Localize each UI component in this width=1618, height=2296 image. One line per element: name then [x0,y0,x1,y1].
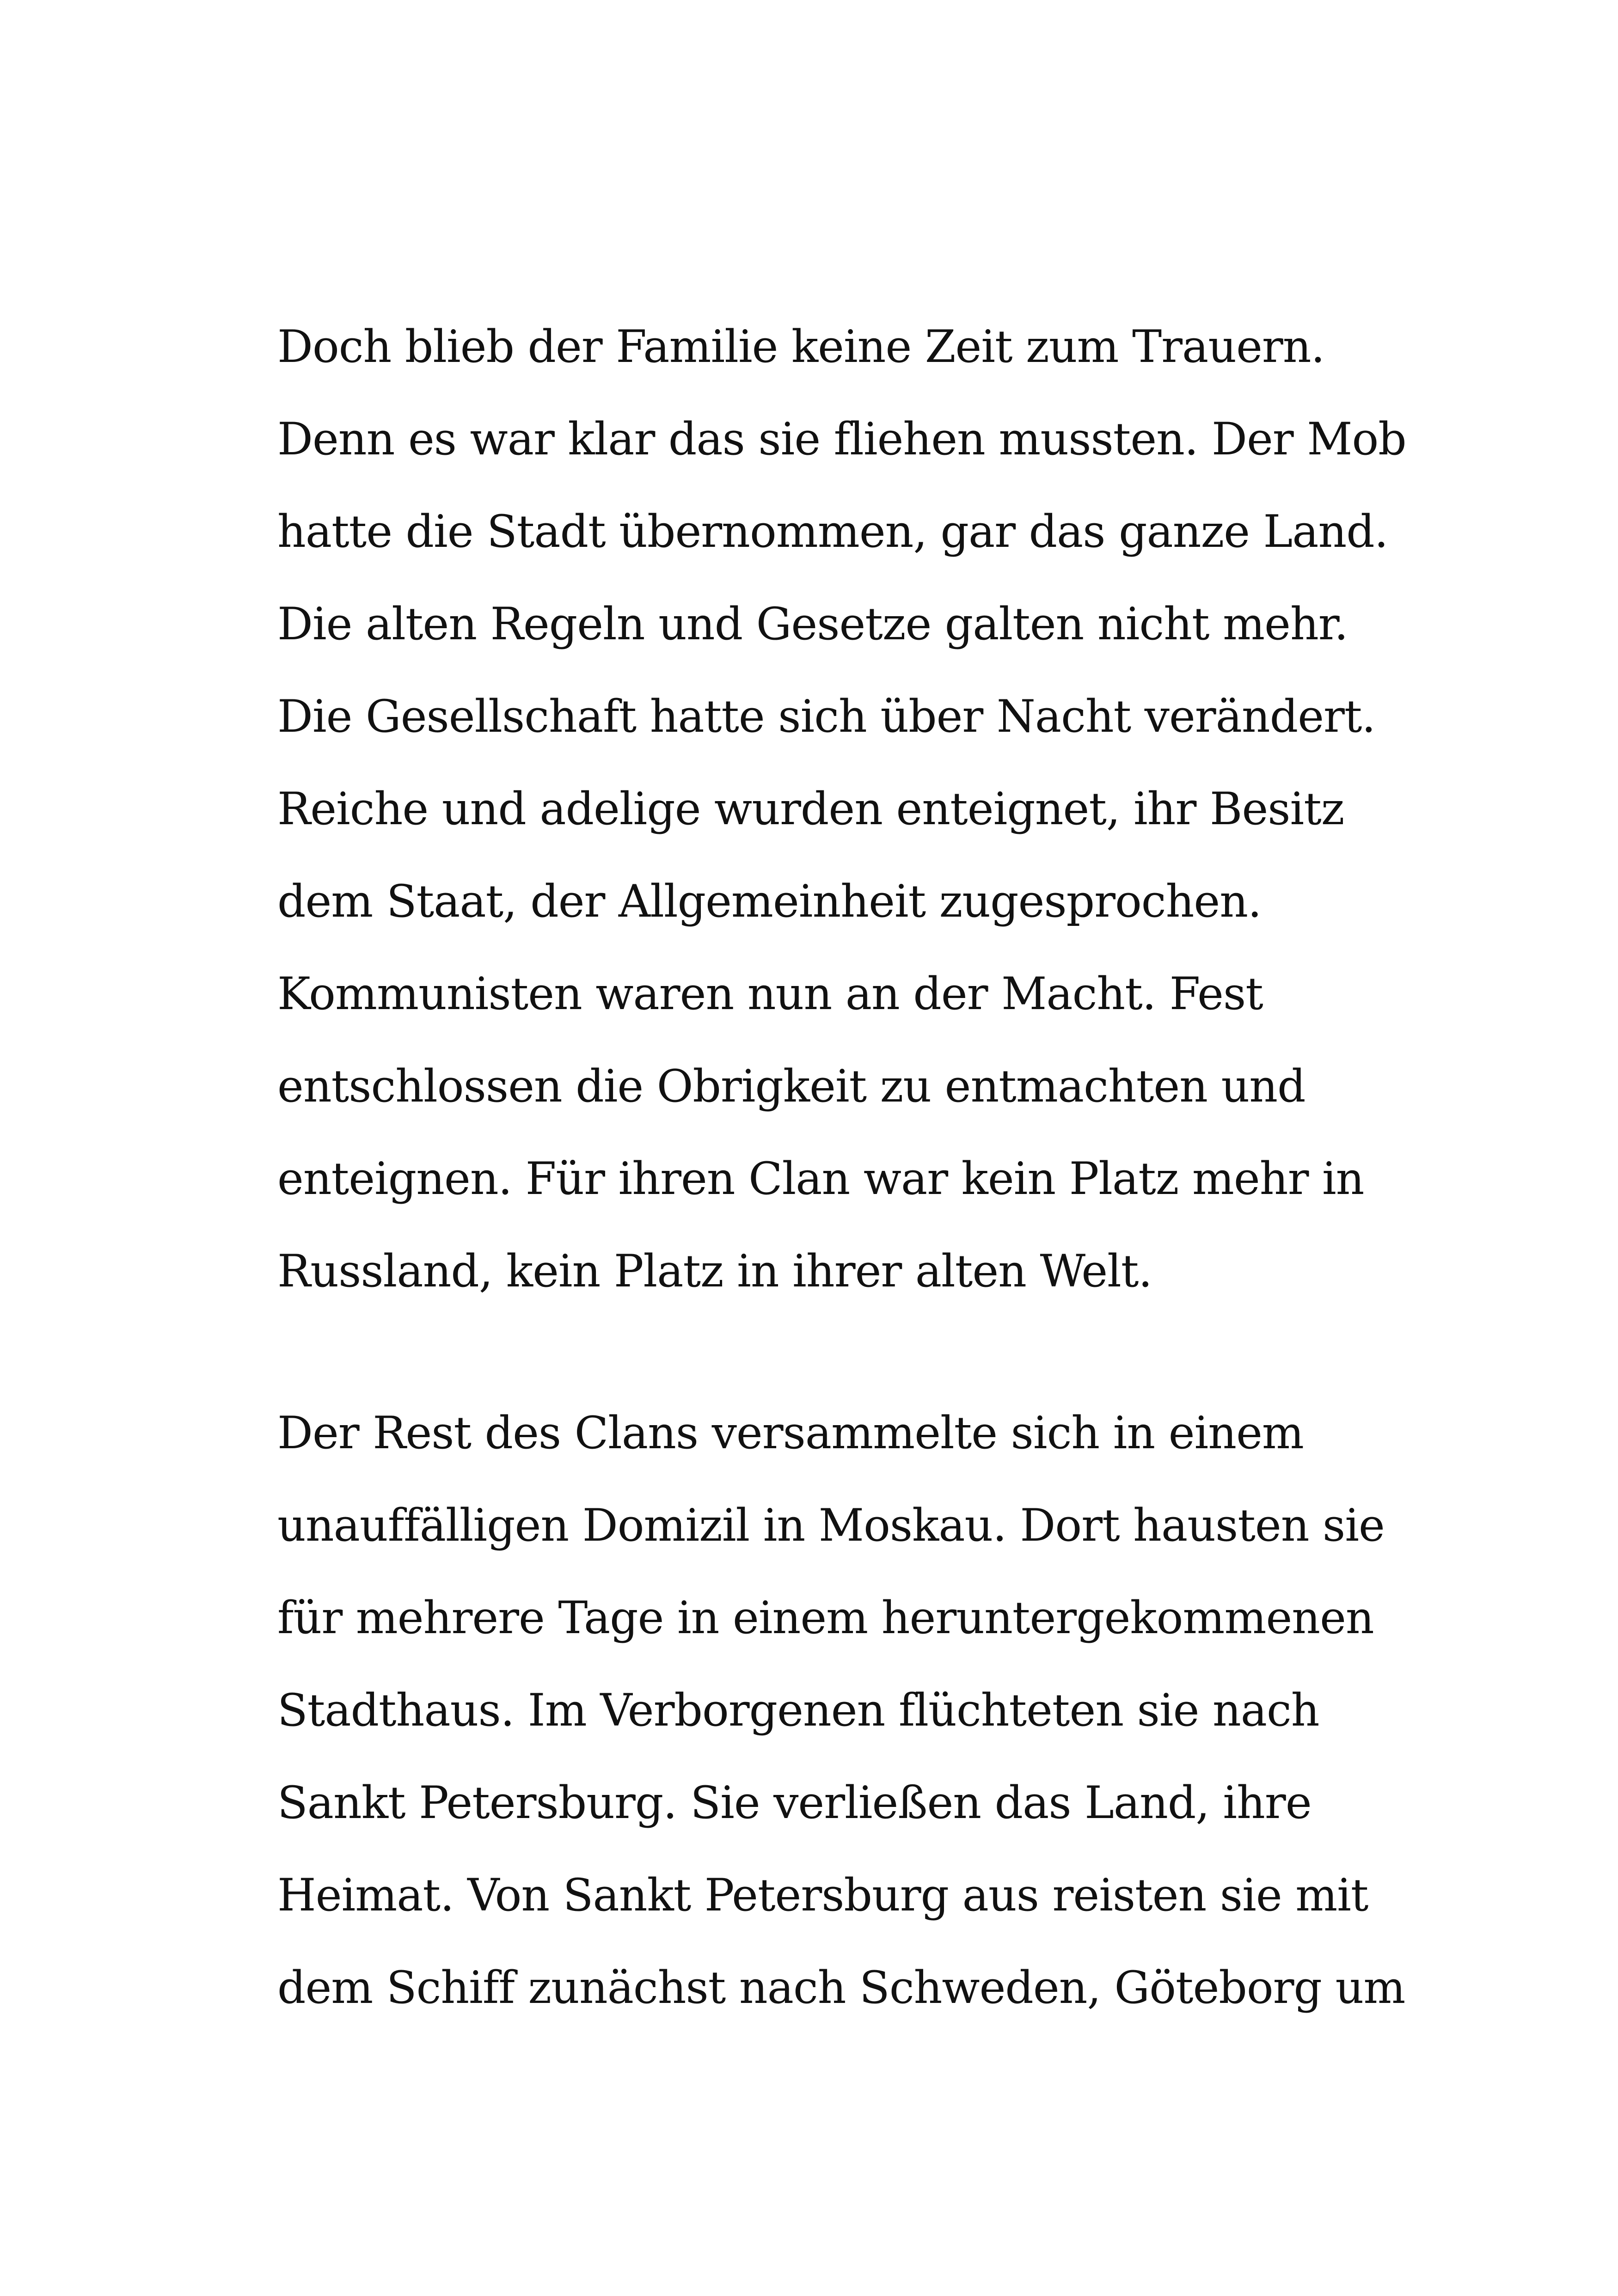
paragraph-1-line: Russland, kein Platz in ihrer alten Welt. [277,1245,1152,1297]
paragraph-2-line: Sankt Petersburg. Sie verließen das Land, ihre [277,1777,1312,1829]
paragraph-1-line: enteignen. Für ihren Clan war kein Platz mehr in [277,1153,1364,1205]
paragraph-1-line: entschlossen die Obrigkeit zu entmachten und [277,1060,1305,1112]
paragraph-1-line: dem Staat, der Allgemeinheit zugesprochen. [277,876,1262,927]
paragraph-1-line: hatte die Stadt übernommen, gar das ganze Land. [277,506,1388,557]
paragraph-2-line: unauffälligen Domizil in Moskau. Dort hausten sie [277,1500,1385,1551]
paragraph-1-line: Denn es war klar das sie fliehen mussten. Der Mob [277,413,1406,465]
paragraph-1-line: Doch blieb der Familie keine Zeit zum Trauern. [277,321,1325,373]
paragraph-2-line: für mehrere Tage in einem heruntergekommenen [277,1592,1374,1644]
paragraph-2-line: dem Schiff zunächst nach Schweden, Göteborg um [277,1962,1405,2014]
paragraph-2-line: Heimat. Von Sankt Petersburg aus reisten sie mit [277,1869,1368,1921]
paragraph-1-line: Die alten Regeln und Gesetze galten nicht mehr. [277,598,1348,650]
paragraph-1-line: Die Gesellschaft hatte sich über Nacht verändert. [277,691,1375,742]
paragraph-1-line: Reiche und adelige wurden enteignet, ihr Besitz [277,783,1344,835]
paragraph-2-line: Der Rest des Clans versammelte sich in einem [277,1407,1304,1459]
paragraph-1-line: Kommunisten waren nun an der Macht. Fest [277,968,1263,1020]
paragraph-2-line: Stadthaus. Im Verborgenen flüchteten sie nach [277,1684,1319,1736]
